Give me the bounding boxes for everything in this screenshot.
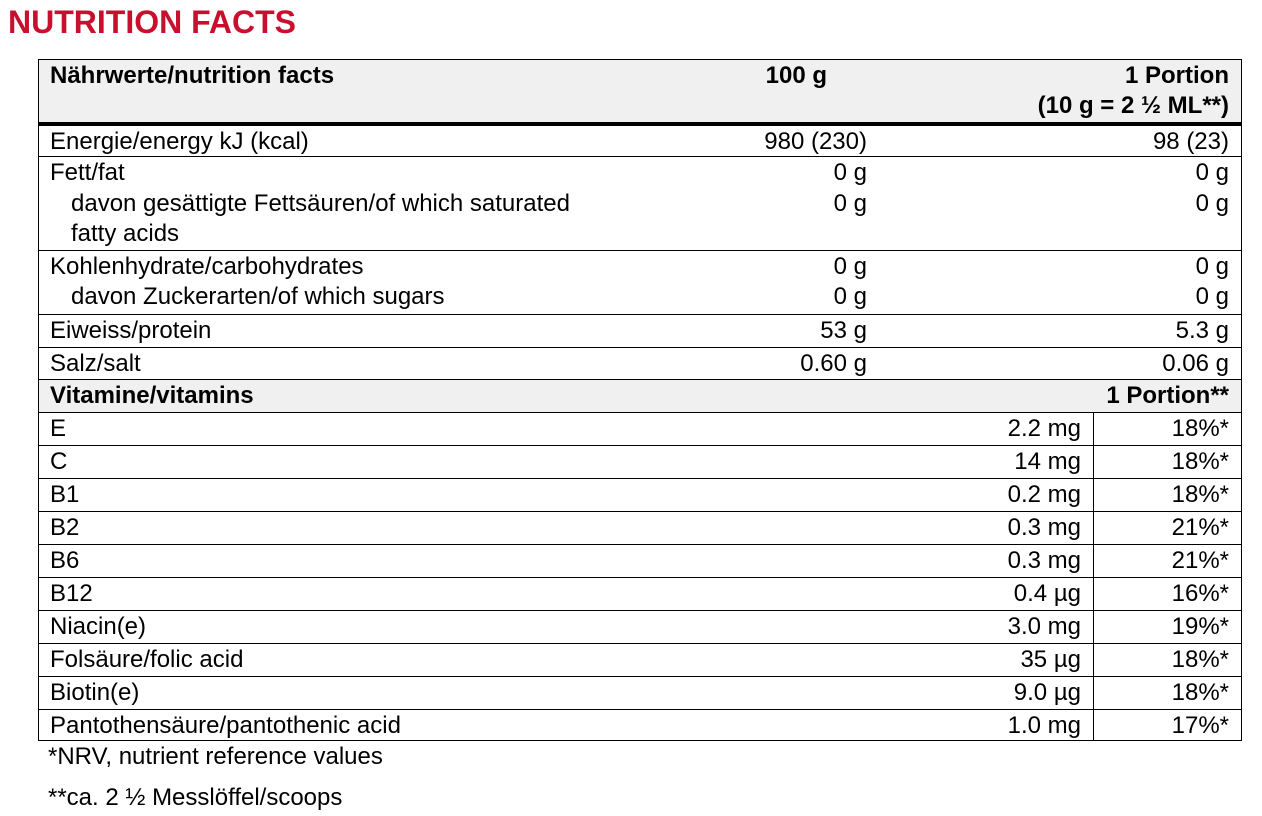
vitamin-amount: 2.2 mg bbox=[1007, 415, 1081, 442]
nutrient-name: Kohlenhydrate/carbohydrates bbox=[50, 253, 364, 280]
vitamin-name: Folsäure/folic acid bbox=[50, 646, 244, 673]
vitamins-header-portion: 1 Portion** bbox=[1106, 382, 1229, 409]
vitamin-name: Niacin(e) bbox=[50, 613, 147, 640]
nutrient-name-sub bbox=[51, 189, 570, 249]
nutrient-portion: 0 g bbox=[1195, 159, 1229, 186]
nutrient-portion: 0 g bbox=[1195, 190, 1229, 217]
nutrient-name: Eiweiss/protein bbox=[50, 317, 212, 344]
vitamin-nrv: 18%* bbox=[1171, 679, 1229, 706]
vitamin-amount: 1.0 mg bbox=[1007, 712, 1081, 739]
vitamin-nrv: 18%* bbox=[1171, 448, 1229, 475]
column-divider bbox=[1093, 413, 1094, 446]
nutrient-per100: 0 g bbox=[833, 159, 867, 186]
nutrient-per100: 0 g bbox=[833, 253, 867, 280]
header-portion-line2: (10 g = 2 ½ ML**) bbox=[1037, 92, 1229, 119]
column-divider bbox=[1093, 446, 1094, 479]
vitamin-name: B6 bbox=[50, 547, 80, 574]
column-divider bbox=[1093, 710, 1094, 740]
footnote-nrv: *NRV, nutrient reference values bbox=[48, 743, 383, 770]
nutrient-per100: 980 (230) bbox=[764, 128, 867, 155]
vitamin-row bbox=[39, 643, 1241, 676]
vitamin-name: B2 bbox=[50, 514, 80, 541]
vitamin-row bbox=[39, 445, 1241, 478]
table-header bbox=[39, 60, 1241, 122]
nutrient-portion: 98 (23) bbox=[1152, 128, 1229, 155]
vitamin-row bbox=[39, 412, 1241, 445]
vitamin-amount: 0.2 mg bbox=[1007, 481, 1081, 508]
nutrient-per100: 0 g bbox=[833, 190, 867, 217]
column-divider bbox=[1093, 677, 1094, 710]
vitamin-amount: 0.3 mg bbox=[1007, 547, 1081, 574]
vitamin-name: B12 bbox=[50, 580, 93, 607]
nutrient-per100: 0 g bbox=[833, 283, 867, 310]
table-row bbox=[39, 122, 1241, 156]
column-divider bbox=[1093, 611, 1094, 644]
header-100g-label: 100 g bbox=[765, 62, 827, 89]
vitamin-row bbox=[39, 676, 1241, 709]
nutrient-portion: 5.3 g bbox=[1175, 317, 1229, 344]
vitamin-name: B1 bbox=[50, 481, 80, 508]
nutrition-table bbox=[38, 59, 1242, 741]
nutrient-portion: 0 g bbox=[1195, 283, 1229, 310]
table-row bbox=[39, 314, 1241, 347]
vitamin-nrv: 16%* bbox=[1171, 580, 1229, 607]
vitamin-row bbox=[39, 511, 1241, 544]
header-nutrient-label: Nährwerte/nutrition facts bbox=[50, 62, 335, 89]
vitamin-nrv: 21%* bbox=[1171, 547, 1229, 574]
vitamin-nrv: 18%* bbox=[1171, 415, 1229, 442]
vitamin-amount: 3.0 mg bbox=[1007, 613, 1081, 640]
vitamins-header bbox=[39, 379, 1241, 412]
vitamin-row bbox=[39, 544, 1241, 577]
nutrient-name-line1: davon gesättigte Fettsäuren/of which saturated bbox=[71, 190, 570, 217]
vitamin-name: E bbox=[50, 415, 67, 442]
vitamin-amount: 9.0 µg bbox=[1013, 679, 1081, 706]
vitamin-amount: 0.3 mg bbox=[1007, 514, 1081, 541]
vitamin-nrv: 18%* bbox=[1171, 646, 1229, 673]
nutrient-name-line2: fatty acids bbox=[71, 220, 180, 247]
column-divider bbox=[1093, 479, 1094, 512]
vitamin-nrv: 17%* bbox=[1171, 712, 1229, 739]
nutrient-portion: 0.06 g bbox=[1162, 350, 1229, 377]
column-divider bbox=[1093, 644, 1094, 677]
vitamin-row bbox=[39, 610, 1241, 643]
column-divider bbox=[1093, 512, 1094, 545]
nutrient-name: Fett/fat bbox=[50, 159, 125, 186]
header-portion-line1: 1 Portion bbox=[1124, 62, 1229, 89]
vitamin-name: Pantothensäure/pantothenic acid bbox=[50, 712, 401, 739]
nutrient-portion: 0 g bbox=[1195, 253, 1229, 280]
column-divider bbox=[1093, 578, 1094, 611]
table-row-group-fat bbox=[39, 156, 1241, 250]
vitamin-row bbox=[39, 478, 1241, 511]
vitamin-row bbox=[39, 709, 1241, 740]
nutrient-name: Salz/salt bbox=[50, 350, 141, 377]
header-portion-label bbox=[1038, 61, 1229, 121]
nutrient-per100: 0.60 g bbox=[800, 350, 867, 377]
vitamin-name: C bbox=[50, 448, 68, 475]
nutrient-name-sub: davon Zuckerarten/of which sugars bbox=[71, 283, 445, 310]
nutrient-name: Energie/energy kJ (kcal) bbox=[50, 128, 309, 155]
vitamin-amount: 14 mg bbox=[1014, 448, 1081, 475]
vitamins-header-label: Vitamine/vitamins bbox=[50, 382, 254, 409]
vitamin-nrv: 19%* bbox=[1171, 613, 1229, 640]
vitamin-amount: 0.4 µg bbox=[1013, 580, 1081, 607]
vitamin-nrv: 21%* bbox=[1171, 514, 1229, 541]
page-title: NUTRITION FACTS bbox=[8, 4, 296, 40]
nutrient-per100: 53 g bbox=[820, 317, 867, 344]
column-divider bbox=[1093, 545, 1094, 578]
vitamin-nrv: 18%* bbox=[1171, 481, 1229, 508]
vitamin-amount: 35 µg bbox=[1020, 646, 1081, 673]
vitamin-name: Biotin(e) bbox=[50, 679, 140, 706]
footnote-scoops: **ca. 2 ½ Messlöffel/scoops bbox=[48, 784, 343, 811]
table-row bbox=[39, 347, 1241, 379]
vitamin-row bbox=[39, 577, 1241, 610]
table-row-group-carbs bbox=[39, 250, 1241, 314]
